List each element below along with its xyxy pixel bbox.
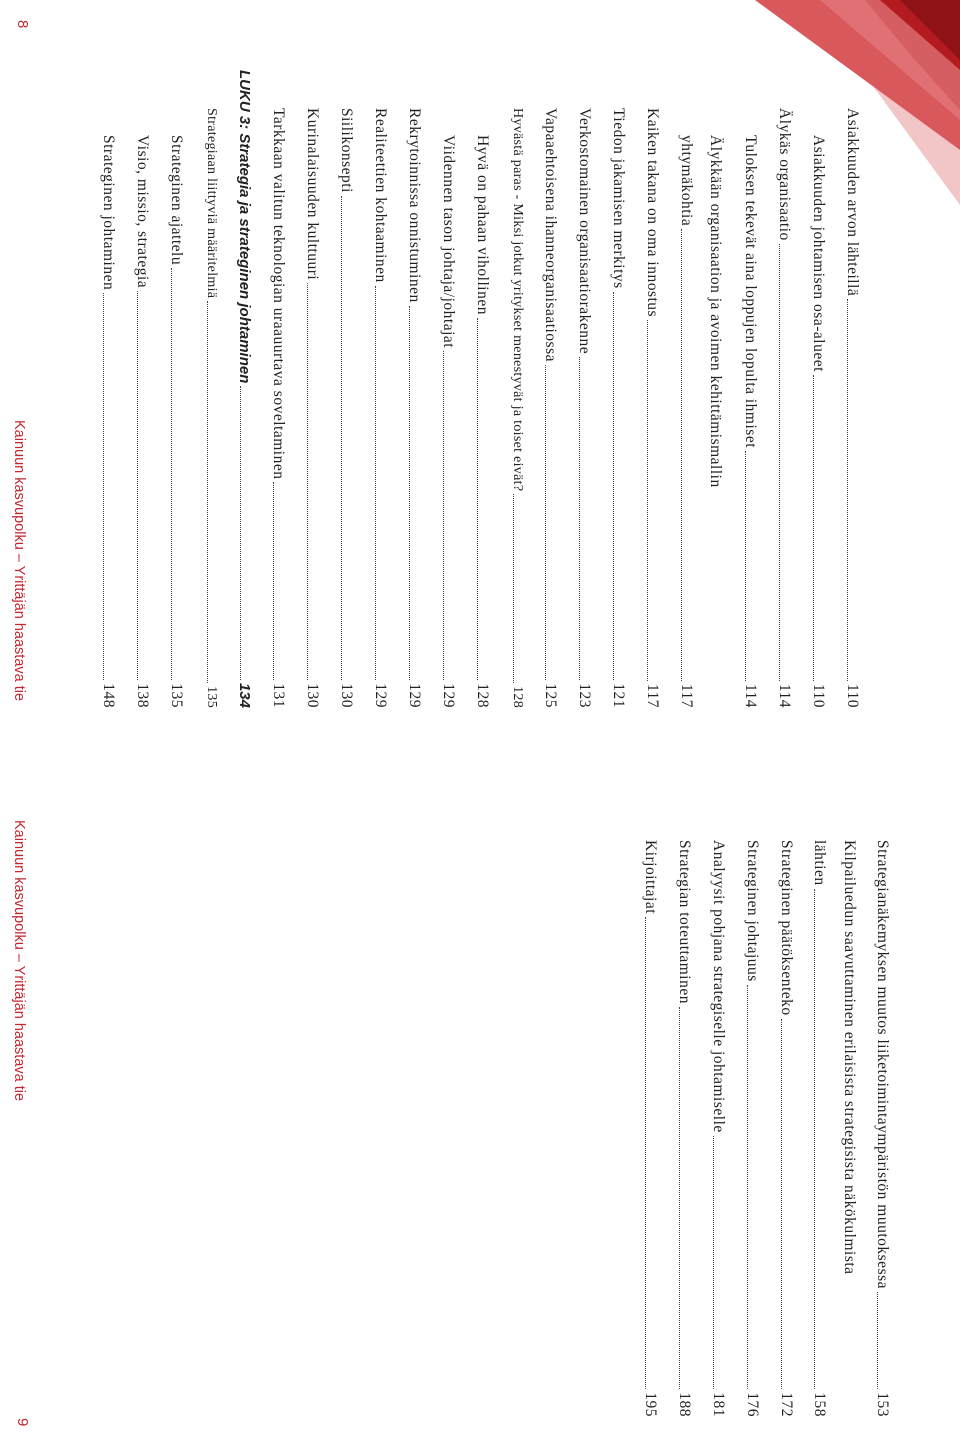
- dot-leader: [478, 318, 479, 680]
- toc-entry-page: 114: [776, 683, 793, 708]
- toc-entry-page: 131: [270, 683, 287, 708]
- dot-leader: [580, 357, 581, 680]
- toc-entry-page: 110: [810, 683, 827, 708]
- toc-entry-page: 129: [440, 683, 457, 708]
- toc-entry-page: 129: [406, 683, 423, 708]
- footer-title-left: Kainuun kasvupolku – Yrittäjän haastava tie: [11, 420, 27, 702]
- toc-entry[interactable]: [777, 108, 793, 708]
- toc-entry-page: 172: [778, 1392, 795, 1417]
- toc-entry-title: Strateginen päätöksenteko: [778, 840, 795, 1016]
- dot-leader: [104, 293, 105, 680]
- dot-leader: [680, 1007, 681, 1389]
- toc-entry[interactable]: [611, 108, 627, 708]
- toc-entry-title: Tarkkaan valitun teknologian uraauurtava soveltaminen: [270, 108, 287, 480]
- toc-entry-title: Realiteettien kohtaaminen: [372, 108, 389, 283]
- toc-entry-line[interactable]: Älykkään organisaation ja avoimen kehittämismallin: [707, 135, 724, 488]
- dot-leader: [444, 351, 445, 680]
- dot-leader: [815, 889, 816, 1390]
- toc-entry[interactable]: [510, 108, 524, 708]
- toc-entry[interactable]: [811, 135, 827, 708]
- toc-entry-title: Viidennen tason johtaja/johtajat: [440, 135, 457, 349]
- toc-entry[interactable]: [743, 135, 759, 708]
- dot-leader: [714, 1136, 715, 1389]
- dot-leader: [878, 1292, 879, 1389]
- toc-entry[interactable]: [543, 108, 559, 708]
- dot-leader: [682, 229, 683, 681]
- toc-entry-title: Verkostomainen organisaatiorakenne: [576, 108, 593, 355]
- dot-leader: [814, 375, 815, 681]
- toc-entry[interactable]: [745, 840, 761, 1417]
- toc-entry-page: 158: [811, 1392, 828, 1417]
- toc-entry[interactable]: [711, 840, 727, 1417]
- toc-entry[interactable]: [577, 108, 593, 708]
- toc-entry-title: Asiakkuuden johtamisen osa-alueet: [810, 135, 827, 372]
- dot-leader: [513, 494, 514, 683]
- toc-entry[interactable]: [875, 840, 891, 1417]
- toc-entry-title: Strategiaan liittyviä määritelmiä: [204, 108, 219, 299]
- toc-entry-page: 123: [576, 683, 593, 708]
- toc-entry-page: 148: [100, 683, 117, 708]
- toc-entry[interactable]: [845, 108, 861, 708]
- toc-entry-page: 176: [744, 1392, 761, 1417]
- toc-entry-title: Asiakkuuden arvon lähteillä: [844, 108, 861, 297]
- toc-entry-title: Kirjoittajat: [642, 840, 659, 915]
- toc-entry[interactable]: [271, 108, 287, 708]
- toc-entry-page: 195: [642, 1392, 659, 1417]
- toc-entry[interactable]: [135, 135, 151, 708]
- toc-entry-title: Tuloksen tekevät aina loppujen lopulta ihmiset: [742, 135, 759, 449]
- toc-entry-title: Vapaaehtoisena ihanneorganisaatiossa: [542, 108, 559, 363]
- dot-leader: [746, 451, 747, 681]
- toc-entry[interactable]: [305, 108, 321, 708]
- dot-leader: [546, 365, 547, 680]
- dot-leader: [172, 268, 173, 680]
- toc-entry-title: Hyvä on pahaan vihollinen: [474, 135, 491, 315]
- dot-leader: [780, 244, 781, 681]
- toc-entry-title: LUKU 3: Strategia ja strateginen johtaminen: [236, 70, 253, 384]
- toc-entry-page: 130: [304, 683, 321, 708]
- toc-entry-title: Strateginen ajattelu: [168, 135, 185, 266]
- toc-entry-page: 138: [134, 683, 151, 708]
- right-page: [0, 716, 960, 1432]
- toc-entry[interactable]: [645, 108, 661, 708]
- page-number-left: 8: [14, 20, 31, 29]
- toc-entry-title: Kurinalaisuuden kulttuuri: [304, 108, 321, 281]
- toc-entry-page: 114: [742, 683, 759, 708]
- toc-entry-page: 181: [710, 1392, 727, 1417]
- toc-entry-page: 188: [676, 1392, 693, 1417]
- toc-entry[interactable]: [373, 108, 389, 708]
- toc-entry-title: Hyvästä paras - Miksi jotkut yritykset menestyvät ja toiset eivät?: [510, 108, 525, 492]
- toc-entry[interactable]: [407, 108, 423, 708]
- dot-leader: [614, 292, 615, 681]
- dot-leader: [648, 320, 649, 681]
- toc-entry-page: 130: [338, 683, 355, 708]
- footer-title-right: Kainuun kasvupolku – Yrittäjän haastava tie: [11, 820, 27, 1102]
- toc-entry-page: 110: [844, 683, 861, 708]
- toc-entry-title: Visio, missio, strategia: [134, 135, 151, 289]
- toc-entry[interactable]: [475, 135, 491, 708]
- toc-entry[interactable]: [643, 840, 659, 1417]
- dot-leader: [308, 283, 309, 680]
- toc-entry-page: 129: [372, 683, 389, 708]
- toc-entry-title: Strategianäkemyksen muutos liiketoimintaympäristön muutoksessa: [874, 840, 891, 1290]
- dot-leader: [240, 386, 241, 680]
- toc-entry-page: 128: [510, 686, 525, 708]
- toc-entry-page: 117: [678, 683, 695, 708]
- chapter-heading[interactable]: [237, 70, 252, 708]
- toc-entry[interactable]: [339, 108, 355, 708]
- toc-entry-title: Tiedon jakamisen merkitys: [610, 108, 627, 289]
- toc-entry-title: Rekrytoinnissa onnistuminen: [406, 108, 423, 303]
- toc-entry-page: 153: [874, 1392, 891, 1417]
- toc-entry-title: Strateginen johtajuus: [744, 840, 761, 982]
- dot-leader: [848, 299, 849, 681]
- toc-entry-line[interactable]: Kilpailuedun saavuttaminen erilaisista strategisista näkökulmista: [841, 840, 858, 1275]
- toc-entry-title: Analyysit pohjana strategiselle johtamiselle: [710, 840, 727, 1133]
- toc-entry-page: 125: [542, 683, 559, 708]
- dot-leader: [207, 301, 208, 683]
- toc-entry[interactable]: [169, 135, 185, 708]
- dot-leader: [782, 1019, 783, 1390]
- dot-leader: [138, 291, 139, 680]
- dot-leader: [376, 286, 377, 680]
- toc-entry[interactable]: [679, 135, 695, 708]
- toc-entry-title: Strateginen johtaminen: [100, 135, 117, 291]
- toc-entry-page: 134: [236, 682, 253, 708]
- dot-leader: [342, 196, 343, 680]
- toc-entry-title: lähtien: [811, 840, 828, 886]
- page-number-right: 9: [14, 1418, 31, 1427]
- toc-entry[interactable]: [812, 840, 828, 1417]
- dot-leader: [748, 985, 749, 1389]
- toc-entry-title: Älykäs organisaatio: [776, 108, 793, 241]
- toc-entry[interactable]: [677, 840, 693, 1417]
- toc-entry-page: 135: [168, 683, 185, 708]
- toc-entry[interactable]: [101, 135, 117, 708]
- toc-entry-title: Strategian toteuttaminen: [676, 840, 693, 1004]
- toc-entry[interactable]: [779, 840, 795, 1417]
- toc-entry-page: 135: [204, 686, 219, 708]
- toc-entry-title: Kaiken takana on oma innostus: [644, 108, 661, 318]
- toc-entry[interactable]: [441, 135, 457, 708]
- toc-entry-page: 121: [610, 683, 627, 708]
- toc-entry-title: Siilikonsepti: [338, 108, 355, 193]
- toc-entry[interactable]: [204, 108, 218, 708]
- dot-leader: [410, 306, 411, 680]
- dot-leader: [274, 482, 275, 680]
- toc-entry-title: yhtymäkohtia: [678, 135, 695, 227]
- dot-leader: [646, 917, 647, 1389]
- toc-entry-page: 117: [644, 683, 661, 708]
- toc-entry-page: 128: [474, 683, 491, 708]
